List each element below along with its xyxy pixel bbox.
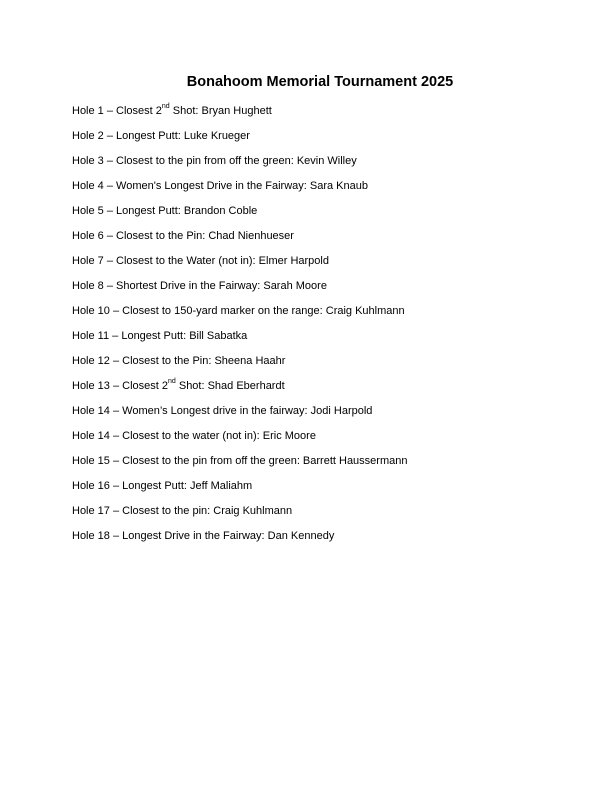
list-item: Hole 11 – Longest Putt: Bill Sabatka [72,330,248,342]
list-item: Hole 8 – Shortest Drive in the Fairway: Sarah Moore [72,280,327,292]
list-item: Hole 14 – Closest to the water (not in): Eric Moore [72,430,316,442]
list-item: Hole 12 – Closest to the Pin: Sheena Haahr [72,355,286,367]
item-text-sup: nd [161,103,170,110]
list-item: Hole 4 – Women's Longest Drive in the Fairway: Sara Knaub [72,180,368,192]
list-item: Hole 10 – Closest to 150-yard marker on the range: Craig Kuhlmann [72,305,405,317]
list-item: Hole 5 – Longest Putt: Brandon Coble [72,205,258,217]
list-item: Hole 18 – Longest Drive in the Fairway: Dan Kennedy [72,530,335,542]
list-item: Hole 7 – Closest to the Water (not in): Elmer Harpold [72,255,329,267]
list-item: Hole 17 – Closest to the pin: Craig Kuhlmann [72,505,293,517]
item-text-after: Shot: Bryan Hughett [169,105,272,117]
item-text-sup: nd [168,378,176,385]
list-item: Hole 14 – Women’s Longest drive in the fairway: Jodi Harpold [72,405,373,417]
item-text-before: Hole 1 – Closest 2 [72,105,162,117]
item-text-before: Hole 13 – Closest 2 [72,380,168,392]
list-item: Hole 6 – Closest to the Pin: Chad Nienhueser [72,230,294,242]
list-item: Hole 2 – Longest Putt: Luke Krueger [72,130,250,142]
list-item: Hole 16 – Longest Putt: Jeff Maliahm [72,480,253,492]
list-item [72,379,407,404]
list-item: Hole 15 – Closest to the pin from off the green: Barrett Haussermann [72,455,408,467]
document-title [0,74,612,90]
title-text: Bonahoom Memorial Tournament 2025 [186,74,454,90]
list-item: Hole 3 – Closest to the pin from off the green: Kevin Willey [72,155,357,167]
item-text-after: Shot: Shad Eberhardt [175,380,285,392]
award-list [72,104,407,554]
list-item [72,104,407,129]
